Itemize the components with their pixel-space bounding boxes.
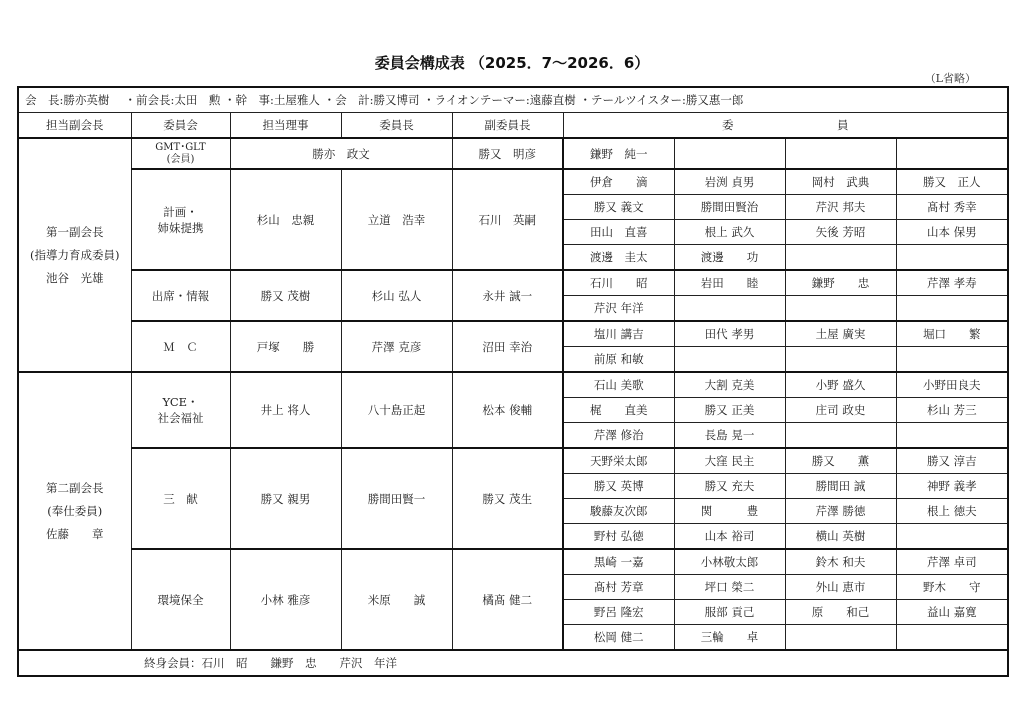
member: 前原 和敏 [563,347,674,373]
member: 鎌野 純一 [563,138,674,169]
director: 杉山 忠親 [230,169,341,270]
member: 根上 徳夫 [896,499,1008,524]
member: 関 豊 [674,499,785,524]
member: 勝間田賢治 [674,195,785,220]
member: 石山 美歌 [563,372,674,398]
committee-planning: 計画・ 姉妹提携 [131,169,230,270]
member: 渡邊 功 [674,245,785,271]
member [896,625,1008,651]
committee-mc: Ｍ Ｃ [131,321,230,372]
table-row [18,372,1008,398]
member: 田山 直喜 [563,220,674,245]
member [896,296,1008,322]
vp-title: 第二副会長 [46,480,104,495]
member [896,347,1008,373]
member: 田代 孝男 [674,321,785,347]
member: 松岡 健二 [563,625,674,651]
member: 野呂 隆宏 [563,600,674,625]
member: 横山 英樹 [785,524,896,550]
committee-gmt: GMT･GLT (会員) [131,138,230,169]
vp-cell-2 [18,372,131,650]
member: 勝又 英博 [563,474,674,499]
member: 勝又 正人 [896,169,1008,195]
member: 長島 晃一 [674,423,785,449]
member: 坪口 榮二 [674,575,785,600]
member: 大窪 民主 [674,448,785,474]
member: 髙村 芳章 [563,575,674,600]
member: 岡村 武典 [785,169,896,195]
committee-environment: 環境保全 [131,549,230,650]
member: 黒崎 一嘉 [563,549,674,575]
member: 矢後 芳昭 [785,220,896,245]
member: 山本 裕司 [674,524,785,550]
member: 芹澤 修治 [563,423,674,449]
member: 鎌野 忠 [785,270,896,296]
member: 渡邊 圭太 [563,245,674,271]
vp-title: 第一副会長 [46,224,104,239]
member: 神野 義孝 [896,474,1008,499]
member [896,138,1008,169]
member [896,245,1008,271]
member [674,347,785,373]
director: 戸塚 勝 [230,321,341,372]
director: 勝又 親男 [230,448,341,549]
header-members: 委 員 [563,113,1008,139]
header-vp: 担当副会長 [18,113,131,139]
member: 芹沢 邦夫 [785,195,896,220]
member: 芹沢 年洋 [563,296,674,322]
table-row [18,169,1008,195]
omission-note: （L省略） [924,72,976,85]
member: 外山 恵市 [785,575,896,600]
vp-role: (指導力育成委員) [30,247,120,262]
member: 野村 弘徳 [563,524,674,550]
member [896,524,1008,550]
member: 石川 昭 [563,270,674,296]
vice-chair: 松本 俊輔 [452,372,563,448]
member: 服部 貢己 [674,600,785,625]
member: 勝間田 誠 [785,474,896,499]
member: 原 和己 [785,600,896,625]
member: 勝又 義文 [563,195,674,220]
member: 小野田良夫 [896,372,1008,398]
vp-cell-1 [18,138,131,372]
table-row [18,321,1008,347]
director: 井上 将人 [230,372,341,448]
member: 岩田 睦 [674,270,785,296]
member: 伊倉 滴 [563,169,674,195]
member: 勝又 充夫 [674,474,785,499]
vice-chair: 勝又 明彦 [452,138,563,169]
member [785,347,896,373]
header-row [18,113,1008,139]
member: 髙村 秀幸 [896,195,1008,220]
header-vice-chair: 副委員長 [452,113,563,139]
committee-sanken: 三 献 [131,448,230,549]
member: 大割 克美 [674,372,785,398]
member: 天野栄太郎 [563,448,674,474]
member: 塩川 講吉 [563,321,674,347]
header-chair: 委員長 [341,113,452,139]
member: 小野 盛久 [785,372,896,398]
vice-chair: 沼田 幸治 [452,321,563,372]
member: 芹澤 孝寿 [896,270,1008,296]
member [785,625,896,651]
vp-role: (奉仕委員) [47,503,103,518]
footer-row [18,650,1008,676]
committee-attendance: 出席・情報 [131,270,230,321]
member: 駿藤友次郎 [563,499,674,524]
member: 野木 守 [896,575,1008,600]
lifetime-members: 終身会員：石川 昭 鎌野 忠 芹沢 年洋 [18,650,1008,676]
vice-chair: 勝又 茂生 [452,448,563,549]
member [785,423,896,449]
chair: 芹澤 克彦 [341,321,452,372]
member: 勝又 正美 [674,398,785,423]
member [896,423,1008,449]
director: 勝又 茂樹 [230,270,341,321]
member [785,296,896,322]
member: 益山 嘉寛 [896,600,1008,625]
member: 勝又 薫 [785,448,896,474]
table-row [18,549,1008,575]
chair: 立道 浩幸 [341,169,452,270]
header-committee: 委員会 [131,113,230,139]
member: 土屋 廣実 [785,321,896,347]
member: 芹澤 勝徳 [785,499,896,524]
vp-name: 佐藤 章 [46,526,104,541]
officers-row [18,87,1008,113]
member: 小林敬太郎 [674,549,785,575]
member: 堀口 繁 [896,321,1008,347]
director: 小林 雅彦 [230,549,341,650]
committee-yce: YCE・ 社会福祉 [131,372,230,448]
table-row [18,270,1008,296]
member [785,138,896,169]
member: 芹澤 卓司 [896,549,1008,575]
chair: 米原 誠 [341,549,452,650]
vp-name: 池谷 光雄 [46,270,104,285]
member: 岩渕 貞男 [674,169,785,195]
vice-chair: 永井 誠一 [452,270,563,321]
member: 三輪 卓 [674,625,785,651]
table-row [18,448,1008,474]
committee-table [17,86,1009,677]
chair: 勝間田賢一 [341,448,452,549]
vice-chair: 橘髙 健二 [452,549,563,650]
member: 山本 保男 [896,220,1008,245]
member: 庄司 政史 [785,398,896,423]
member [674,138,785,169]
officers-line: 会 長:勝亦英樹 ・前会長:太田 勲 ・幹 事:土屋雅人 ・会 計:勝又博司 ・ライオンテーマー:遠藤直樹 ・テールツイスター:勝又惠一郎 [18,87,1008,113]
chair: 八十島正起 [341,372,452,448]
member: 杉山 芳三 [896,398,1008,423]
director-chair: 勝亦 政文 [230,138,452,169]
member: 根上 武久 [674,220,785,245]
member: 梶 直美 [563,398,674,423]
member [674,296,785,322]
member: 勝又 淳吉 [896,448,1008,474]
member: 鈴木 和夫 [785,549,896,575]
header-director: 担当理事 [230,113,341,139]
chair: 杉山 弘人 [341,270,452,321]
table-row [18,138,1008,169]
member [785,245,896,271]
document-title: 委員会構成表 （2025．7〜2026．6） [374,54,650,72]
vice-chair: 石川 英嗣 [452,169,563,270]
